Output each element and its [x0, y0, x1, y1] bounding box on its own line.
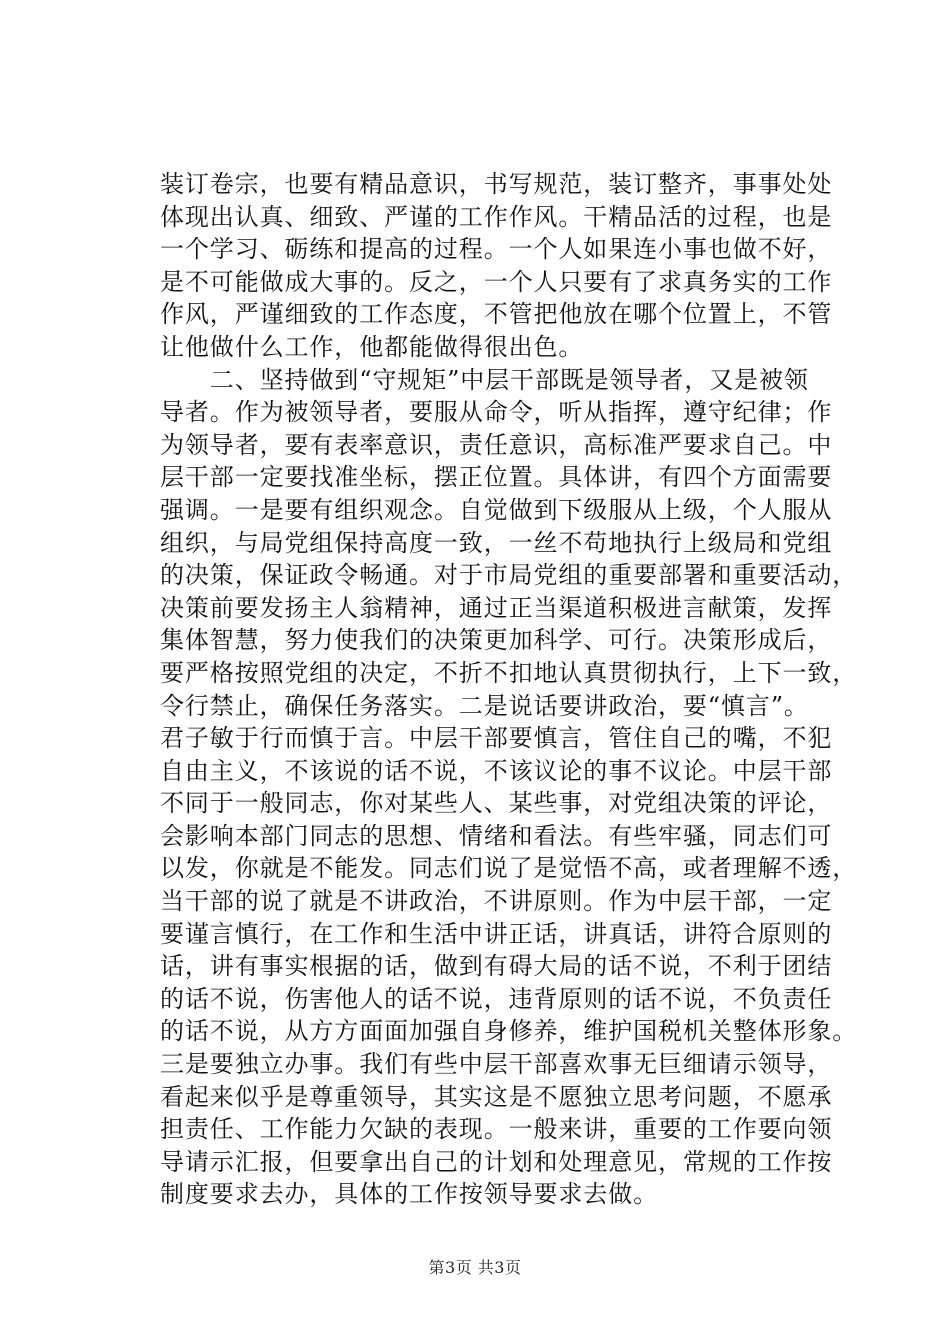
text-line: 二、坚持做到“守规矩”中层干部既是领导者，又是被领: [160, 365, 809, 394]
document-body: [160, 168, 858, 1211]
text-line: 层干部一定要找准坐标，摆正位置。具体讲，有四个方面需要: [160, 463, 833, 492]
text-line: 的话不说，从方方面面加强自身修养，维护国税机关整体形象。: [160, 1017, 858, 1046]
text-line: 担责任、工作能力欠缺的表现。一般来讲，重要的工作要向领: [160, 1115, 833, 1144]
text-line: 自由主义，不该说的话不说，不该议论的事不议论。中层干部: [160, 756, 833, 785]
text-line: 导请示汇报，但要拿出自己的计划和处理意见，常规的工作按: [160, 1147, 833, 1176]
text-line: 导者。作为被领导者，要服从命令，听从指挥，遵守纪律；作: [160, 398, 833, 427]
text-line: 的决策，保证政令畅通。对于市局党组的重要部署和重要活动，: [160, 561, 858, 590]
text-line: 装订卷宗，也要有精品意识，书写规范，装订整齐，事事处处: [160, 170, 833, 198]
text-line: 一个学习、砺练和提高的过程。一个人如果连小事也做不好，: [160, 235, 833, 264]
text-line: 不同于一般同志，你对某些人、某些事，对党组决策的评论，: [160, 789, 833, 818]
text-line: 强调。一是要有组织观念。自觉做到下级服从上级，个人服从: [160, 495, 833, 524]
text-line: 三是要独立办事。我们有些中层干部喜欢事无巨细请示领导，: [160, 1050, 833, 1079]
text-line: 要谨言慎行，在工作和生活中讲正话，讲真话，讲符合原则的: [160, 919, 833, 948]
text-line: 令行禁止，确保任务落实。二是说话要讲政治，要“慎言”。: [160, 691, 809, 720]
text-line: 集体智慧，努力使我们的决策更加科学、可行。决策形成后，: [160, 626, 833, 655]
text-line: 让他做什么工作，他都能做得很出色。: [160, 332, 584, 361]
text-line: 制度要求去办，具体的工作按领导要求去做。: [160, 1180, 658, 1209]
text-line: 话，讲有事实根据的话，做到有碍大局的话不说，不利于团结: [160, 952, 833, 981]
text-line: 作风，严谨细致的工作态度，不管把他放在哪个位置上，不管: [160, 300, 833, 329]
text-line: 决策前要发扬主人翁精神，通过正当渠道积极进言献策，发挥: [160, 593, 833, 622]
text-line: 组织，与局党组保持高度一致，一丝不苟地执行上级局和党组: [160, 528, 833, 557]
text-line: 为领导者，要有表率意识，责任意识，高标准严要求自己。中: [160, 430, 833, 459]
text-line: 的话不说，伤害他人的话不说，违背原则的话不说，不负责任: [160, 984, 833, 1013]
text-line: 会影响本部门同志的思想、情绪和看法。有些牢骚，同志们可: [160, 821, 833, 850]
text-line: 当干部的说了就是不讲政治，不讲原则。作为中层干部，一定: [160, 887, 833, 916]
text-line: 君子敏于行而慎于言。中层干部要慎言，管住自己的嘴，不犯: [160, 724, 833, 753]
text-line: 体现出认真、细致、严谨的工作作风。干精品活的过程，也是: [160, 202, 833, 231]
text-line: 是不可能做成大事的。反之，一个人只要有了求真务实的工作: [160, 267, 833, 296]
text-line: 看起来似乎是尊重领导，其实这是不愿独立思考问题，不愿承: [160, 1082, 833, 1111]
text-line: 要严格按照党组的决定，不折不扣地认真贯彻执行，上下一致，: [160, 658, 858, 687]
text-line: 以发，你就是不能发。同志们说了是觉悟不高，或者理解不透，: [160, 854, 858, 883]
page-footer: 第3页 共3页: [428, 1258, 522, 1277]
